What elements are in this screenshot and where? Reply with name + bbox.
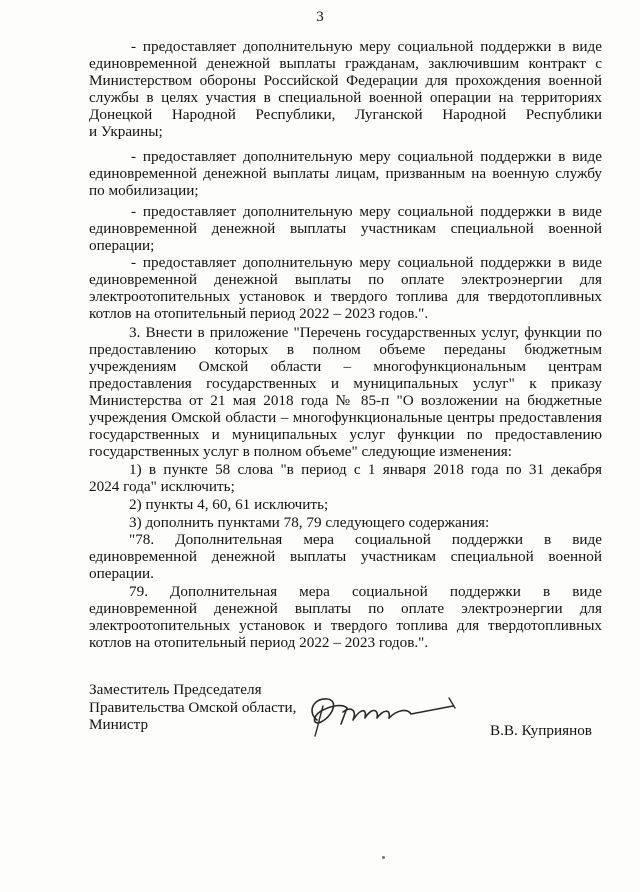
body-line: Донецкой Народной Республики, Луганской Народной Республики [89, 106, 602, 123]
signatory-title-line: Правительства Омской области, [89, 699, 297, 716]
body-line: "78. Дополнительная мера социальной поддержки в виде [129, 531, 602, 548]
body-line: 2024 года" исключить; [89, 478, 235, 495]
signatory-title-line: Министр [89, 716, 149, 733]
body-line: 2) пункты 4, 60, 61 исключить; [129, 496, 329, 513]
body-line: 3. Внести в приложение "Перечень государственных услуг, функции по [129, 324, 602, 341]
body-line: единовременной денежной выплаты гражданам, заключившим контракт с [89, 55, 602, 72]
body-line: государственных и муниципальных услуг функции по предоставлению [89, 426, 602, 443]
body-line: 1) в пункте 58 слова "в период с 1 января 2018 года по 31 декабря [129, 461, 602, 478]
body-line: - предоставляет дополнительную меру социальной поддержки в виде [131, 254, 602, 271]
handwritten-signature [303, 686, 463, 738]
body-line: 79. Дополнительная мера социальной поддержки в виде [129, 583, 602, 600]
body-line: Министерством обороны Российской Федерации для прохождения военной [89, 72, 602, 89]
body-line: котлов на отопительный период 2022 – 2023 годов.". [89, 305, 429, 322]
signer-name: В.В. Куприянов [490, 722, 592, 739]
body-line: единовременной денежной выплаты участникам специальной военной [89, 220, 602, 237]
body-line: службы в целях участия в специальной военной операции на территориях [89, 89, 602, 106]
body-line: - предоставляет дополнительную меру социальной поддержки в виде [131, 203, 602, 220]
body-line: операции; [89, 237, 155, 254]
body-line: Министерства от 21 мая 2018 года № 85-п "О возложении на бюджетные [89, 392, 602, 409]
body-line: электроотопительных установок и твердого топлива для твердотопливных [89, 288, 602, 305]
body-line: - предоставляет дополнительную меру социальной поддержки в виде [131, 38, 602, 55]
scan-speck [382, 856, 385, 859]
body-line: по мобилизации; [89, 182, 199, 199]
body-line: и Украины; [89, 123, 163, 140]
body-line: электроотопительных установок и твердого топлива для твердотопливных [89, 617, 602, 634]
body-line: операции. [89, 565, 154, 582]
body-line: предоставлению которых в полном объеме переданы бюджетным [89, 341, 602, 358]
body-line: единовременной денежной выплаты по оплате электроэнергии для [89, 600, 602, 617]
page-number: 3 [316, 9, 324, 25]
body-line: - предоставляет дополнительную меру социальной поддержки в виде [131, 148, 602, 165]
body-line: предоставления государственных и муниципальных услуг" к приказу [89, 375, 602, 392]
body-line: учреждениям Омской области – многофункциональным центрам [89, 358, 602, 375]
body-line: единовременной денежной выплаты по оплате электроэнергии для [89, 271, 602, 288]
body-line: государственных услуг в полном объеме" следующие изменения: [89, 443, 512, 460]
body-line: единовременной денежной выплаты участникам специальной военной [89, 548, 602, 565]
body-line: котлов на отопительный период 2022 – 2023 годов.". [89, 634, 429, 651]
body-line: единовременной денежной выплаты лицам, призванным на военную службу [89, 165, 602, 182]
body-line: 3) дополнить пунктами 78, 79 следующего содержания: [129, 514, 490, 531]
body-line: учреждения Омской области – многофункциональные центры предоставления [89, 409, 602, 426]
signatory-title-line: Заместитель Председателя [89, 681, 262, 698]
